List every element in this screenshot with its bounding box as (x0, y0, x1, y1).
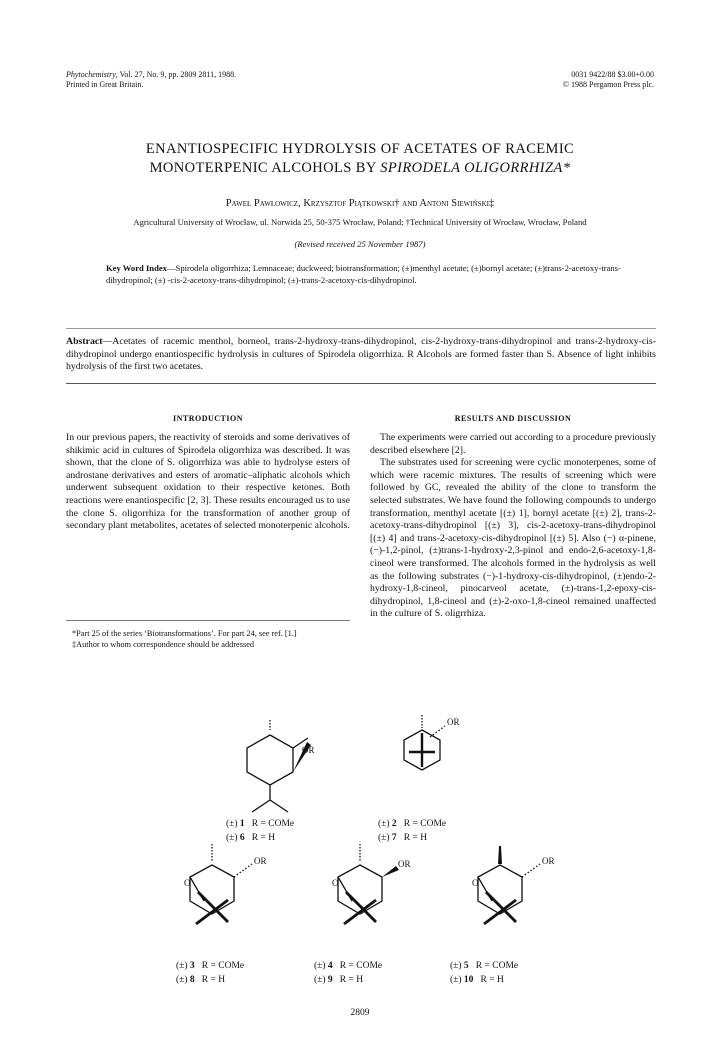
title-line-2-italic: SPIRODELA OLIGORRHIZA* (380, 160, 571, 176)
journal-name: Phytochemistry (66, 70, 116, 79)
compound-label-10: (±) 10 R = H (450, 975, 504, 985)
structure-menthyl (247, 720, 308, 812)
title-line-2 (0, 159, 720, 178)
substituent-3: OR (254, 856, 267, 866)
introduction-text: In our previous papers, the reactivity of steroids and some derivatives of shikimic acid in cultures of Spirodela oligorrhiza was described. It was shown, that the clone of S. oligorrhiza was able to hydrolyse esters of androstane derivatives and esters of aromatic–aliphatic alcohols which underwent subsequent oxidation to their respective ketones. Both reactions were enantiospecific [2, 3]. These results encouraged us to use the clone S. oligorrhiza for the transformation of another group of secondary plant metabolites, acetates of selected monoterpenic alcohols. (66, 432, 350, 532)
title-line-2-prefix: MONOTERPENIC ALCOHOLS BY (149, 160, 381, 176)
oxygen-3: O (184, 878, 191, 888)
footnote-1: *Part 25 of the series ‘Biotransformations’. For part 24, see ref. [1.] (72, 629, 297, 638)
structure-dihydropinol-3 (190, 844, 252, 924)
abstract-text: —Acetates of racemic menthol, borneol, trans-2-hydroxy-trans-dihydropinol, cis-2-hydroxy-trans-dihydropinol and trans-2-hydroxy-cis-dihydropinol undergo enantiospecific hydrolysis in cultures of Spirodela oligorrhiza. R Alcohols are formed faster than S. Absence of light inhibits hydrolysis of the first two acetates. (66, 336, 656, 372)
abstract-bottom-rule (66, 383, 656, 384)
structure-dihydropinol-5 (478, 864, 540, 924)
results-paragraph-1: The experiments were carried out according to a procedure previously described elsewhere [2]. (370, 432, 656, 456)
oxygen-5: O (472, 878, 479, 888)
compound-label-8: (±) 8 R = H (176, 975, 226, 985)
affiliation: Agricultural University of Wrocław, ul. Norwida 25, 50-375 Wrocław, Poland; †Technical University of Wrocław, Wrocław, Poland (133, 217, 587, 227)
substituent-5: OR (542, 856, 555, 866)
journal-citation (66, 70, 236, 90)
paper-title (0, 140, 720, 178)
substituent-1: OR (302, 745, 315, 755)
keywords-text: —Spirodela oligorrhiza; Lemnaceae; duckweed; biotransformation; (±)menthyl acetate; (±)bornyl acetate; (±)trans-2-acetoxy-trans-dihydropinol; (±) -cis-2-acetoxy-trans-dihydropinol; (±)-trans-2-acetoxy-cis-dihydropinol. (106, 263, 621, 285)
citation-details: , Vol. 27, No. 9, pp. 2809 2811, 1988. (115, 70, 237, 79)
price-copyright (563, 70, 654, 90)
keywords (106, 262, 622, 286)
revised-date: (Revised received 25 November 1987) (294, 239, 426, 249)
compound-label-2: (±) 2 R = COMe (378, 819, 447, 829)
footnotes (66, 628, 350, 650)
price-code: 0031 9422/88 $3.00+0.00 (571, 70, 654, 79)
structure-bornyl (404, 715, 445, 770)
abstract-top-rule (66, 328, 656, 329)
structure-dihydropinol-4 (338, 844, 382, 924)
compound-label-3: (±) 3 R = COMe (176, 961, 245, 971)
compound-label-9: (±) 9 R = H (314, 975, 364, 985)
substituent-4: OR (398, 859, 411, 869)
footnote-2: ‡Author to whom correspondence should be addressed (72, 640, 255, 649)
compound-label-6: (±) 6 R = H (226, 833, 276, 843)
results-heading: RESULTS AND DISCUSSION (454, 414, 572, 423)
footnote-rule (66, 620, 350, 621)
introduction-heading: INTRODUCTION (172, 414, 243, 423)
results-text (370, 432, 656, 621)
oxygen-4: O (332, 878, 339, 888)
results-paragraph-2: The substrates used for screening were cyclic monoterpenes, some of which were racemic mixtures. The results of screening which were followed by GC, revealed the ability of the clone to transform the selected substrates. We have found the following compounds to undergo transformation, menthyl acetate [(±) 1], bornyl acetate [(±) 2], trans-2-acetoxy-trans-dihydropinol [(±) 3], cis-2-acetoxy-trans-dihydropinol [(±) 4] and trans-2-acetoxy-cis-dihydropinol [(±) 5]. Also (−) α-pinene, (−)-1,2-pinol, (±)trans-1-hydroxy-2,3-pinol and endo-2,6-acetoxy-1,8-cineol were transformed. The alcohols formed in the hydrolysis as well as the following substrates (−)-1-hydroxy-cis-dihydropinol, (±)endo-2-hydroxy-1,8-cineol, pinocarveol acetate, (±)-trans-1,2-epoxy-cis-dihydropinol, 1,8-cineol and (±)-2-oxo-1,8-cineol remained unaffected in the culture of S. oligrrhiza. (370, 457, 656, 620)
compound-label-5: (±) 5 R = COMe (450, 961, 519, 971)
abstract (66, 336, 656, 374)
title-line-1: ENANTIOSPECIFIC HYDROLYSIS OF ACETATES OF RACEMIC (145, 141, 575, 157)
abstract-label: Abstract (66, 336, 103, 347)
compound-label-7: (±) 7 R = H (378, 833, 428, 843)
authors: Paweł Pawłowicz, Krzysztof Piątkowski† and Antoni Siewiński‡ (225, 198, 495, 209)
compound-label-1: (±) 1 R = COMe (226, 819, 295, 829)
copyright: © 1988 Pergamon Press plc. (562, 80, 654, 89)
substituent-2: OR (447, 717, 460, 727)
page-number: 2809 (350, 1008, 370, 1018)
keywords-label: Key Word Index (106, 263, 167, 273)
compound-label-4: (±) 4 R = COMe (314, 961, 383, 971)
printed-in: Printed in Great Britain. (66, 80, 144, 89)
chemical-structures (0, 700, 720, 990)
